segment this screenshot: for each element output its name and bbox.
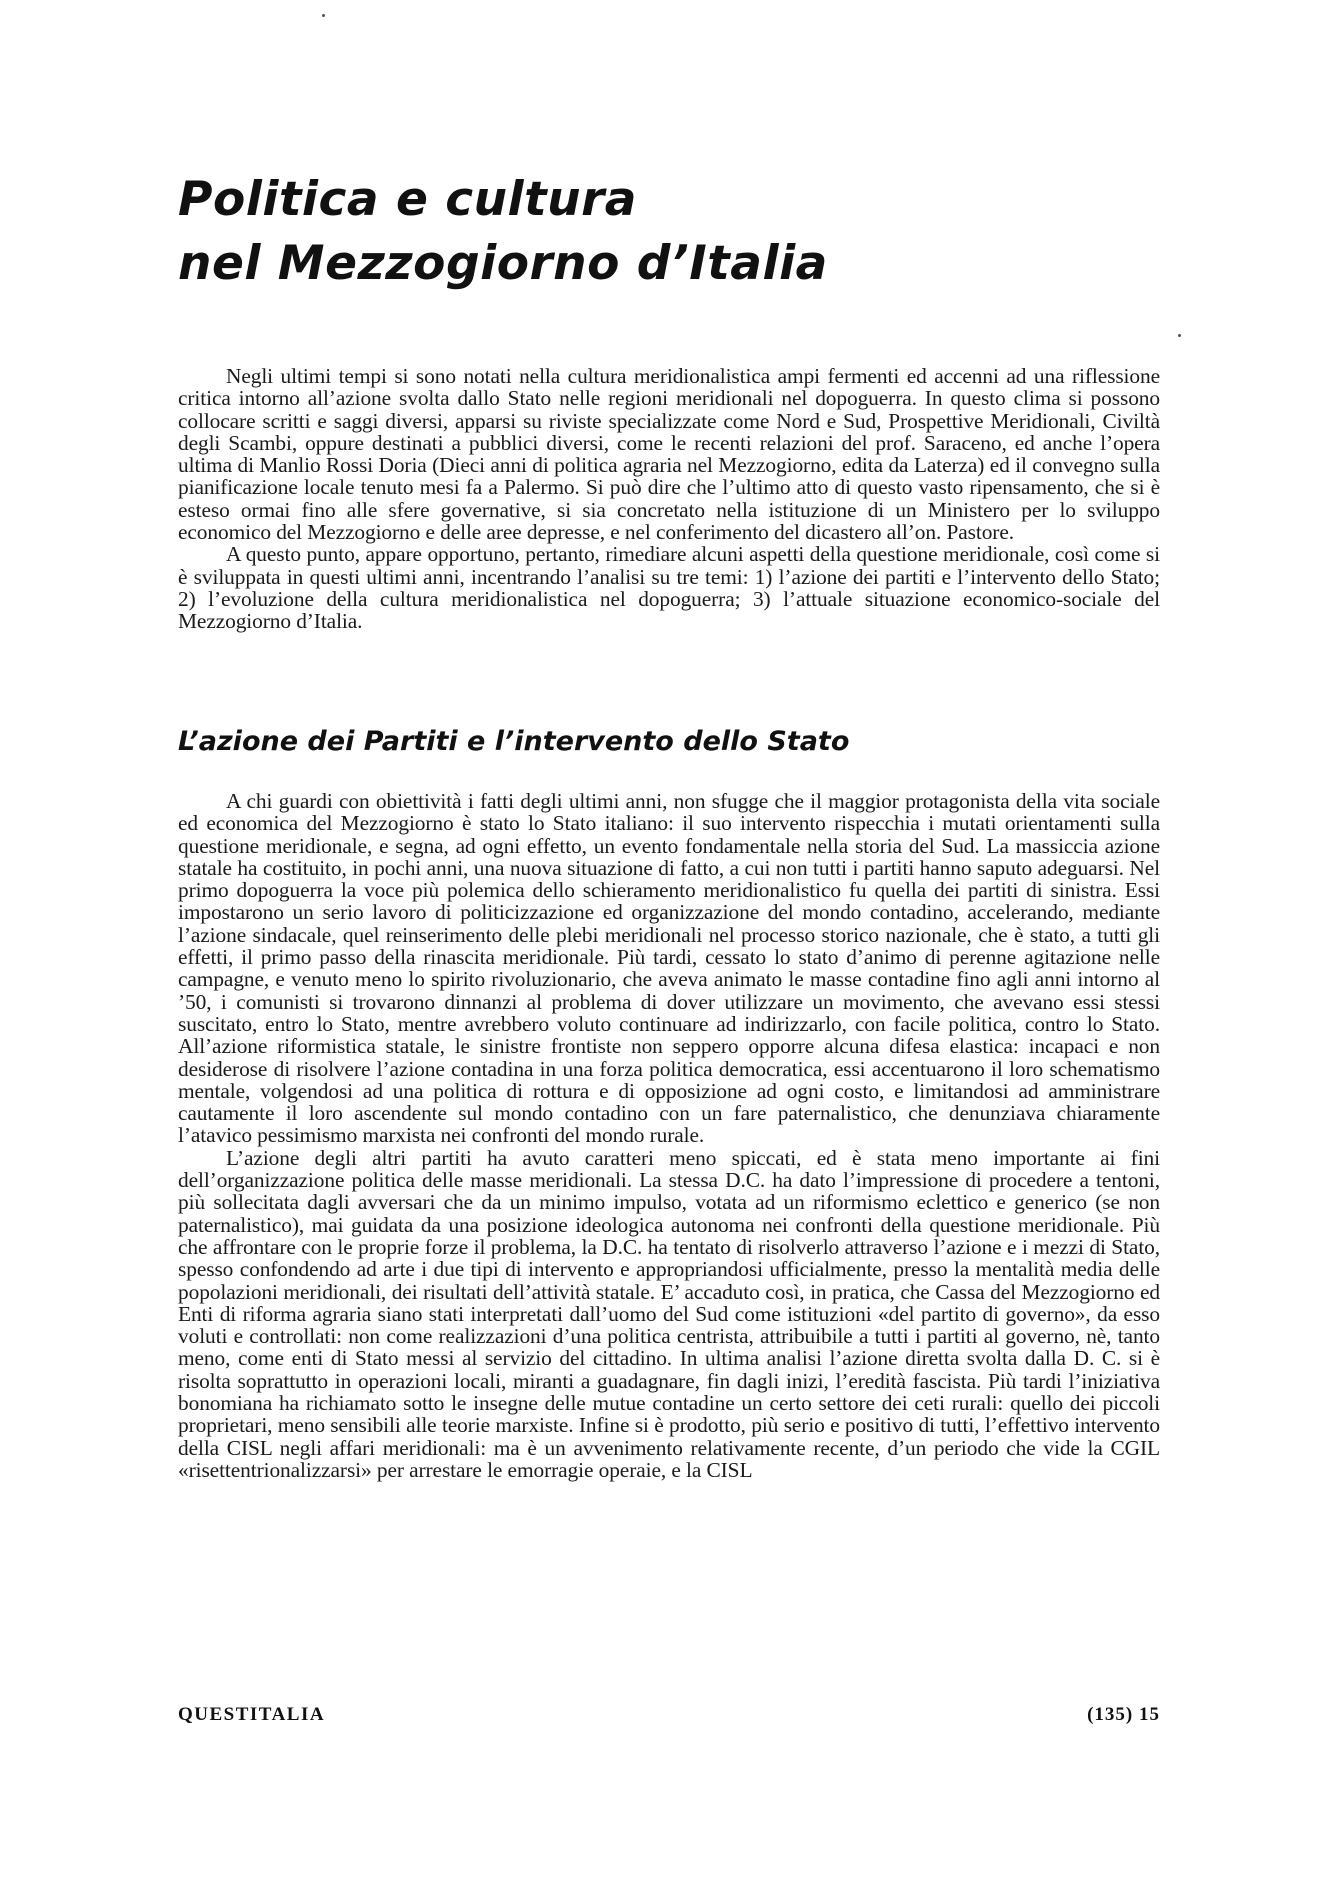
- section-body: [178, 790, 1160, 1481]
- print-speck: [1178, 334, 1181, 337]
- intro-paragraph-1: Negli ultimi tempi si sono notati nella cultura meridionalistica ampi fermenti ed accenni ad una riflessione critica intorno all’azione svolta dallo Stato nelle regioni meridionali nel dopoguerra. In questo clima si possono collocare scritti e saggi diversi, apparsi su riviste specializzate come Nord e Sud, Prospettive Meridionali, Civiltà degli Scambi, oppure destinati a pubblici diversi, come le recenti relazioni del prof. Saraceno, ed anche l’opera ultima di Manlio Rossi Doria (Dieci anni di politica agraria nel Mezzogiorno, edita da Laterza) ed il convegno sulla pianificazione locale tenuto mesi fa a Palermo. Si può dire che l’ultimo atto di questo vasto ripensamento, che si è esteso ormai fino alle sfere governative, si sia concretato nella istituzione di un Ministero per lo sviluppo economico del Mezzogiorno e delle aree depresse, e nel conferimento del dicastero all’on. Pastore.: [178, 364, 1160, 545]
- article-title: [178, 168, 1178, 296]
- footer-page-number: (135) 15: [1087, 1704, 1160, 1725]
- intro-paragraph-2: A questo punto, appare opportuno, pertanto, rimediare alcuni aspetti della questione meridionale, così come si è sviluppata in questi ultimi anni, incentrando l’analisi su tre temi: 1) l’azione dei partiti e l’intervento dello Stato; 2) l’evoluzione della cultura meridionalistica nel dopoguerra; 3) l’attuale situazione economico-sociale del Mezzogiorno d’Italia.: [178, 542, 1160, 634]
- section-heading: L’azione dei Partiti e l’intervento dello Stato: [178, 726, 850, 757]
- article-title-line-2: nel Mezzogiorno d’Italia: [178, 236, 828, 291]
- print-speck: [322, 14, 325, 17]
- article-title-line-1: Politica e cultura: [178, 172, 637, 227]
- footer-journal-name: QUESTITALIA: [178, 1704, 326, 1725]
- section-paragraph-1: A chi guardi con obiettività i fatti degli ultimi anni, non sfugge che il maggior protagonista della vita sociale ed economica del Mezzogiorno è stato lo Stato italiano: il suo intervento rispecchia i mutati orientamenti sulla questione meridionale, e segna, ad ogni effetto, un evento fondamentale nella storia del Sud. La massiccia azione statale ha costituito, in pochi anni, una nuova situazione di fatto, a cui non tutti i partiti hanno saputo adeguarsi. Nel primo dopoguerra la voce più polemica dello schieramento meridionalistico fu quella dei partiti di sinistra. Essi impostarono un serio lavoro di politicizzazione ed organizzazione del mondo contadino, accelerando, mediante l’azione sindacale, quel reinserimento delle plebi meridionali nel processo storico nazionale, che è stato, a tutti gli effetti, il primo passo della rinascita meridionale. Più tardi, cessato lo stato d’animo di perenne agitazione nelle campagne, e venuto meno lo spirito rivoluzionario, che aveva animato le masse contadine fino agli anni intorno al ’50, i comunisti si trovarono dinnanzi al problema di dover utilizzare un movimento, che avevano essi stessi suscitato, entro lo Stato, mentre avrebbero voluto continuare ad indirizzarlo, con facile politica, contro lo Stato. All’azione riformistica statale, le sinistre frontiste non seppero opporre alcuna difesa elastica: incapaci e non desiderose di risolvere l’azione contadina in una forza politica democratica, essi accentuarono il loro schematismo mentale, volgendosi ad una politica di rottura e di opposizione ad ogni costo, e limitandosi ad amministrare cautamente il loro ascendente sul mondo contadino con un fare paternalistico, che denunziava chiaramente l’atavico pessimismo marxista nei confronti del mondo rurale.: [178, 789, 1160, 1148]
- section-paragraph-2: L’azione degli altri partiti ha avuto caratteri meno spiccati, ed è stata meno importante ai fini dell’organizzazione politica delle masse meridionali. La stessa D.C. ha dato l’impressione di procedere a tentoni, più sollecitata dagli avversari che da un minimo impulso, votata ad un riformismo eclettico e generico (se non paternalistico), mai guidata da una posizione ideologica autonoma nei confronti della questione meridionale. Più che affrontare con le proprie forze il problema, la D.C. ha tentato di risolverlo attraverso l’azione e i mezzi di Stato, spesso confondendo ad arte i due tipi di intervento e appropriandosi ufficialmente, presso la mentalità media delle popolazioni meridionali, dei risultati dell’attività statale. E’ accaduto così, in pratica, che Cassa del Mezzogiorno ed Enti di riforma agraria siano stati interpretati dall’uomo del Sud come istituzioni «del partito di governo», da esso voluti e controllati: non come realizzazioni d’una politica centrista, attribuibile a tutti i partiti al governo, nè, tanto meno, come enti di Stato messi al servizio del cittadino. In ultima analisi l’azione diretta svolta dalla D. C. si è risolta soprattutto in operazioni locali, miranti a guadagnare, fin dagli inizi, l’eredità fascista. Più tardi l’iniziativa bonomiana ha richiamato sotto le insegne delle mutue contadine un certo settore dei ceti rurali: quello dei piccoli proprietari, meno sensibili alle teorie marxiste. Infine si è prodotto, più serio e positivo di tutti, l’effettivo intervento della CISL negli affari meridionali: ma è un avvenimento relativamente recente, d’un periodo che vide la CGIL «risettentrionalizzarsi» per arrestare le emorragie operaie, e la CISL: [178, 1145, 1160, 1482]
- intro-section: [178, 365, 1160, 633]
